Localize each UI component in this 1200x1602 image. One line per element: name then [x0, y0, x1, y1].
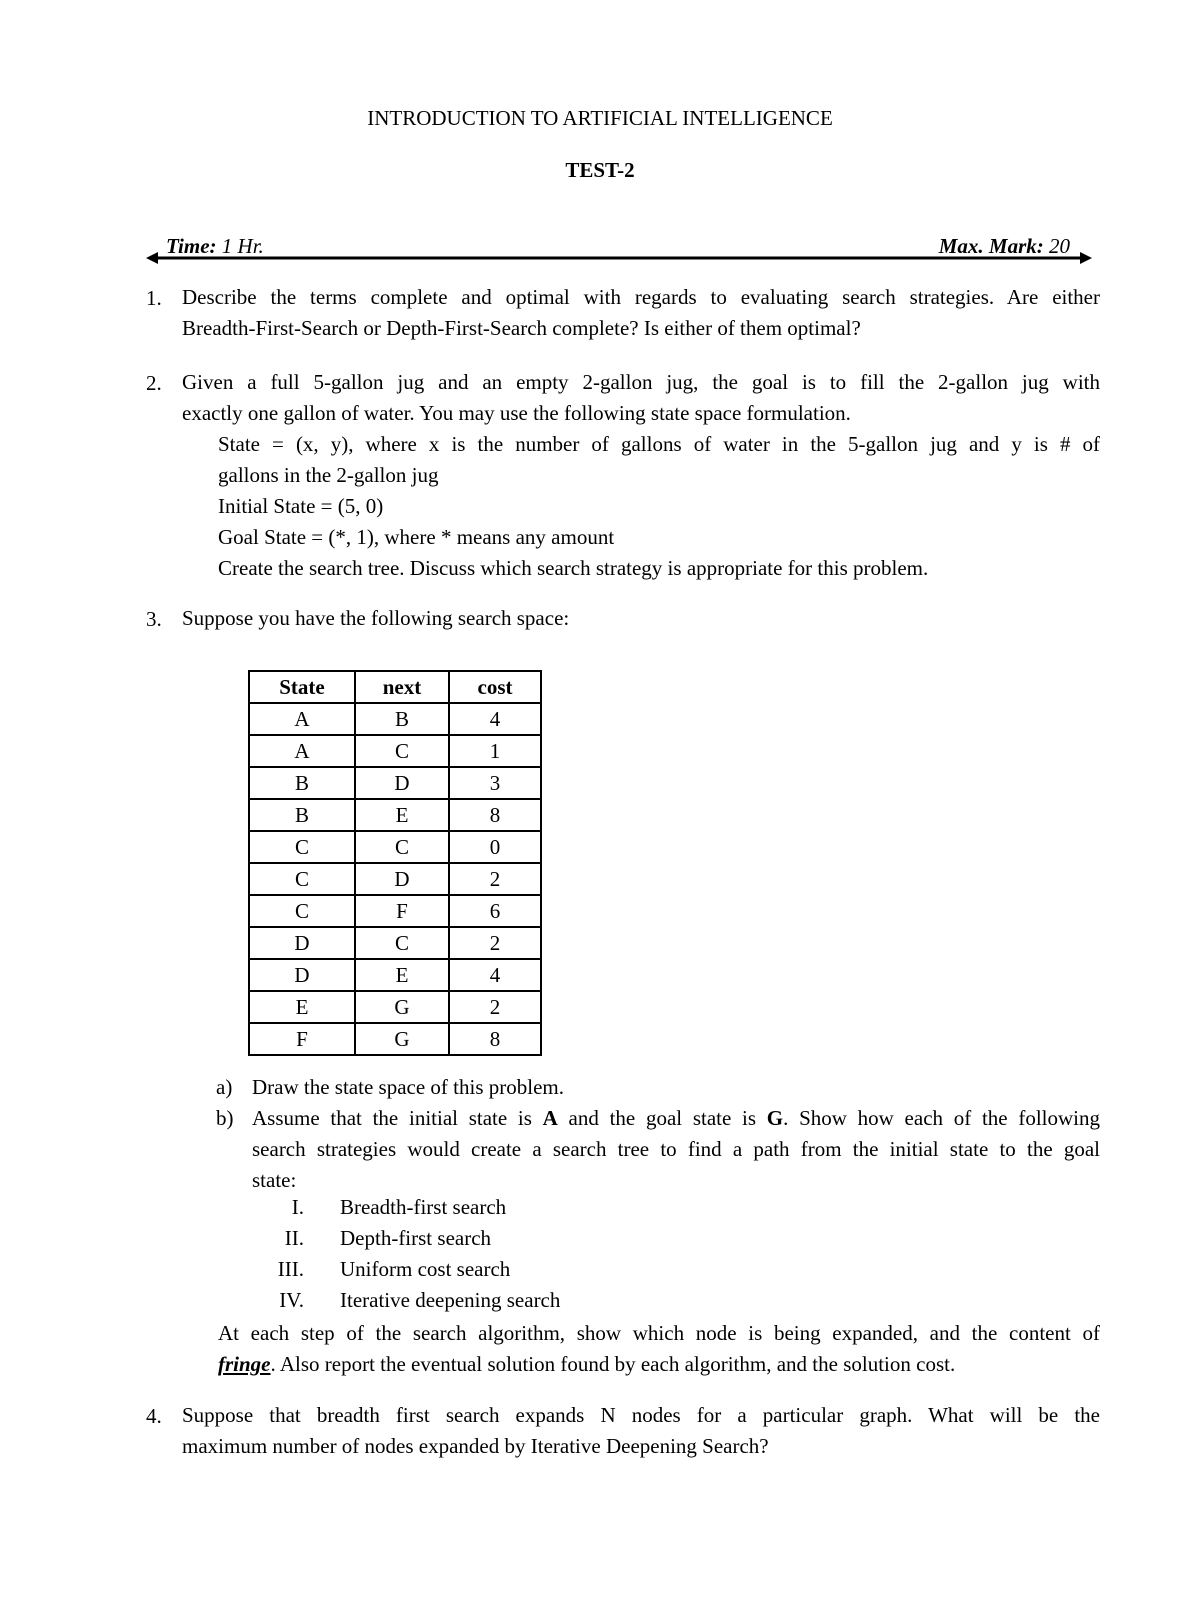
document-title: INTRODUCTION TO ARTIFICIAL INTELLIGENCE: [367, 106, 833, 130]
cell-state: D: [249, 959, 355, 991]
goal-state-letter: G: [766, 1106, 784, 1130]
cell-state: B: [249, 799, 355, 831]
part-b-line-3: state:: [252, 1168, 297, 1192]
table-row: [249, 703, 541, 735]
initial-state-letter: A: [542, 1106, 558, 1130]
strategy-numeral: III.: [277, 1257, 304, 1281]
q2-line-2: exactly one gallon of water. You may use the following state space formulation.: [182, 401, 851, 425]
part-b-line-1: [252, 1103, 1100, 1134]
cell-cost: 4: [449, 703, 541, 735]
cell-cost: 0: [449, 831, 541, 863]
cell-next: E: [355, 959, 449, 991]
strategy-name: Breadth-first search: [340, 1195, 507, 1219]
test-number: TEST-2: [565, 158, 635, 182]
part-a-label: a): [216, 1075, 233, 1099]
strategy-numeral: I.: [291, 1195, 304, 1219]
question-2-number: 2.: [146, 371, 162, 395]
cell-state: C: [249, 831, 355, 863]
question-4-number: 4.: [146, 1404, 162, 1428]
q2-state-line-1: State = (x, y), where x is the number of gallons of water in the 5-gallon jug and y is # of: [218, 432, 1100, 456]
q2-state-line-2: gallons in the 2-gallon jug: [218, 463, 439, 487]
part-b-text: [252, 1103, 1100, 1196]
part-b-text-2: and the goal state is: [557, 1106, 767, 1130]
q4-line-1: Suppose that breadth first search expands N nodes for a particular graph. What will be the: [182, 1403, 1100, 1427]
table-row: [249, 991, 541, 1023]
table-row: [249, 831, 541, 863]
q4-line-2: maximum number of nodes expanded by Iterative Deepening Search?: [182, 1434, 769, 1458]
strategy-name: Iterative deepening search: [340, 1288, 561, 1312]
question-1-text: [182, 282, 1100, 344]
cell-cost: 6: [449, 895, 541, 927]
table-row: [249, 799, 541, 831]
table-row: [249, 767, 541, 799]
header-next: next: [355, 671, 449, 703]
cell-cost: 2: [449, 991, 541, 1023]
cell-state: F: [249, 1023, 355, 1055]
cell-cost: 4: [449, 959, 541, 991]
strategy-numeral: IV.: [279, 1288, 304, 1312]
part-b-text-3: . Show how each of the following: [783, 1106, 1100, 1130]
right-arrowhead: [1080, 252, 1092, 264]
exam-info-row: [146, 232, 1092, 272]
cell-cost: 8: [449, 1023, 541, 1055]
table-row: [249, 863, 541, 895]
table-row: [249, 927, 541, 959]
question-1-number: 1.: [146, 286, 162, 310]
max-mark-value: 20: [1043, 234, 1070, 258]
cell-state: B: [249, 767, 355, 799]
cell-next: C: [355, 831, 449, 863]
time-label: Time:: [166, 234, 217, 258]
cell-cost: 1: [449, 735, 541, 767]
question-2-text: [182, 367, 1100, 584]
cell-next: C: [355, 927, 449, 959]
question-3-number: 3.: [146, 607, 162, 631]
cell-next: D: [355, 863, 449, 895]
table-row: [249, 959, 541, 991]
cell-next: B: [355, 703, 449, 735]
q2-goal-state: Goal State = (*, 1), where * means any amount: [218, 525, 615, 549]
q1-line-1: Describe the terms complete and optimal with regards to evaluating search strategies. Are either: [182, 285, 1100, 309]
search-space-table: [248, 670, 542, 1056]
part-a: [216, 1072, 1100, 1103]
cell-next: C: [355, 735, 449, 767]
part-b-line-2: search strategies would create a search tree to find a path from the initial state to the goal: [252, 1137, 1100, 1161]
table-row: [249, 1023, 541, 1055]
q2-line-1: Given a full 5-gallon jug and an empty 2-gallon jug, the goal is to fill the 2-gallon jug with: [182, 370, 1100, 394]
header-state: State: [249, 671, 355, 703]
table-row: [249, 735, 541, 767]
question-3-intro: Suppose you have the following search space:: [182, 606, 570, 630]
table-header-row: [249, 671, 541, 703]
question-4-text: [182, 1400, 1100, 1462]
cell-cost: 8: [449, 799, 541, 831]
q3-closing-paragraph: [218, 1318, 1100, 1380]
part-b: [216, 1103, 1100, 1196]
part-a-text: Draw the state space of this problem.: [252, 1075, 564, 1099]
cell-cost: 2: [449, 927, 541, 959]
part-b-label: b): [216, 1106, 234, 1130]
time-value: 1 Hr.: [216, 234, 264, 258]
closing-line-2-text: . Also report the eventual solution found by each algorithm, and the solution cost.: [270, 1352, 956, 1376]
fringe-term: fringe: [218, 1352, 271, 1376]
strategy-name: Uniform cost search: [340, 1257, 511, 1281]
closing-line-1: At each step of the search algorithm, show which node is being expanded, and the content of: [218, 1321, 1100, 1345]
cell-state: A: [249, 735, 355, 767]
q2-task: Create the search tree. Discuss which search strategy is appropriate for this problem.: [218, 556, 929, 580]
cell-next: D: [355, 767, 449, 799]
left-arrowhead: [146, 252, 158, 264]
cell-state: A: [249, 703, 355, 735]
part-b-text-1: Assume that the initial state is: [252, 1106, 543, 1130]
strategy-numeral: II.: [284, 1226, 304, 1250]
cell-next: G: [355, 991, 449, 1023]
cell-state: D: [249, 927, 355, 959]
cell-cost: 3: [449, 767, 541, 799]
q2-initial-state: Initial State = (5, 0): [218, 494, 384, 518]
cell-next: G: [355, 1023, 449, 1055]
cell-state: C: [249, 895, 355, 927]
cell-next: F: [355, 895, 449, 927]
cell-cost: 2: [449, 863, 541, 895]
strategy-name: Depth-first search: [340, 1226, 492, 1250]
q1-line-2: Breadth-First-Search or Depth-First-Search complete? Is either of them optimal?: [182, 316, 861, 340]
cell-next: E: [355, 799, 449, 831]
table-row: [249, 895, 541, 927]
closing-line-2: [218, 1349, 1100, 1380]
double-arrow-rule: [146, 252, 1092, 264]
cell-state: E: [249, 991, 355, 1023]
max-mark-label: Max. Mark:: [938, 234, 1044, 258]
header-cost: cost: [449, 671, 541, 703]
cell-state: C: [249, 863, 355, 895]
